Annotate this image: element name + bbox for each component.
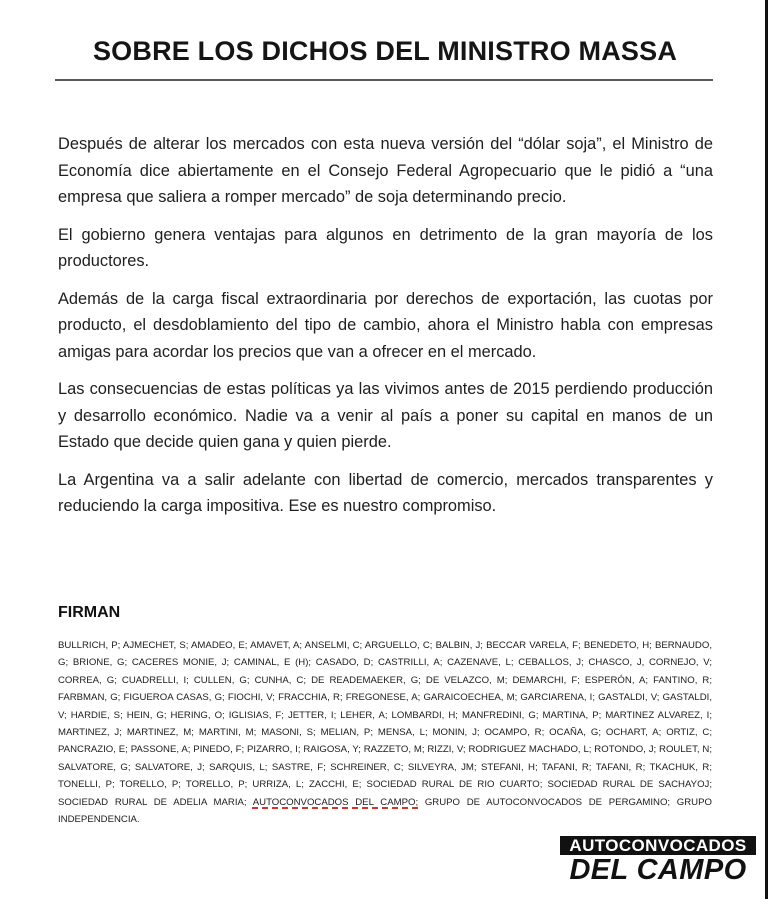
paragraph-3: Además de la carga fiscal extraordinaria por derechos de exportación, las cuotas por producto, el desdoblamiento del tipo de cambio, ahora el Ministro habla con empresas amigas para acordar los precios que van a ofrecer en el mercado. bbox=[58, 289, 713, 361]
signatories-list bbox=[58, 637, 712, 828]
logo-bottom-text: DEL CAMPO bbox=[569, 854, 747, 886]
signatories-underlined-entry: AUTOCONVOCADOS DEL CAMPO; bbox=[252, 796, 419, 808]
autoconvocados-logo bbox=[560, 836, 756, 885]
paragraph-1: Después de alterar los mercados con esta nueva versión del “dólar soja”, el Ministro de Economía dice abiertamente en el Consejo Federal Agropecuario que le pidió a “una empresa que saliera a romper mercado” de soja determinando precio. bbox=[58, 135, 713, 206]
paragraph-2: El gobierno genera ventajas para algunos en detrimento de la gran mayoría de los productores. bbox=[58, 225, 713, 270]
paragraph-4: Las consecuencias de estas políticas ya las vivimos antes de 2015 perdiendo producción y desarrollo económico. Nadie va a venir al país a poner su capital en manos de un Estado que decide quien gana y quien pierde. bbox=[58, 380, 713, 451]
paragraph-5: La Argentina va a salir adelante con libertad de comercio, mercados transparentes y reduciendo la carga impositiva. Ese es nuestro compromiso. bbox=[58, 470, 713, 515]
logo-top-text: AUTOCONVOCADOS bbox=[560, 836, 756, 855]
signatures-heading: FIRMAN bbox=[58, 604, 121, 621]
document-title: SOBRE LOS DICHOS DEL MINISTRO MASSA bbox=[92, 36, 678, 66]
signatories-text-end: GRUPO DE AUTOCONVOCADOS DE PERGAMINO; GRUPO INDEPENDENCIA. bbox=[58, 796, 712, 826]
statement-body bbox=[58, 131, 713, 531]
title-divider bbox=[55, 79, 713, 81]
signatories-text: BULLRICH, P; AJMECHET, S; AMADEO, E; AMAVET, A; ANSELMI, C; ARGUELLO, C; BALBIN, J; BECCAR VARELA, F; BENEDETO, H; BERNAUDO, G; BRIONE, G; CACERES MONIE, J; CAMINAL, E (H); CASADO, D; CASTRILLI, A; CAZENAVE, L; CEBALLOS, J; CHASCO, J, CORNEJO, V; CORREA, G; CUADRELLI, I; CULLEN, G; CUNHA, C; DE READEMAEKER, G; DE VELAZCO, M; DEMARCHI, F; ESPERÓN, A; FANTINO, R; FARBMAN, G; FIGUEROA CASAS, G; FIOCHI, V; FRACCHIA, R; FREGONESE, A; GARAICOECHEA, M; GARCIARENA, I; GASTALDI, V; GASTALDI, V; HARDIE, S; HEIN, G; HERING, O; IGLISIAS, F; JETTER, I; LEHER, A; LOMBARDI, H; MANFREDINI, G; MARTINA, P; MARTINEZ ALVAREZ, I; MARTINEZ, J; MARTINEZ, M; MARTINI, M; MASONI, S; MELIAN, P; MENSA, L; MONIN, J; OCAMPO, R; OCAÑA, G; OCHART, A; ORTIZ, C; PANCRAZIO, E; PASSONE, A; PINEDO, F; PIZARRO, I; RAIGOSA, Y; RAZZETO, M; RIZZI, V; RODRIGUEZ MACHADO, L; ROTONDO, J; ROULET, N; SALVATORE, G; SALVATORE, J; SARQUIS, L; SASTRE, F; SCHREINER, C; SILVEYRA, JM; STEFANI, H; TAFANI, R; TAFANI, R; TKACHUK, R; TONELLI, P; TORELLO, P; TORELLO, P; URRIZA, L; ZACCHI, E; SOCIEDAD RURAL DE RIO CUARTO; SOCIEDAD RURAL DE SACHAYOJ; SOCIEDAD RURAL DE ADELIA MARIA; bbox=[58, 640, 712, 808]
